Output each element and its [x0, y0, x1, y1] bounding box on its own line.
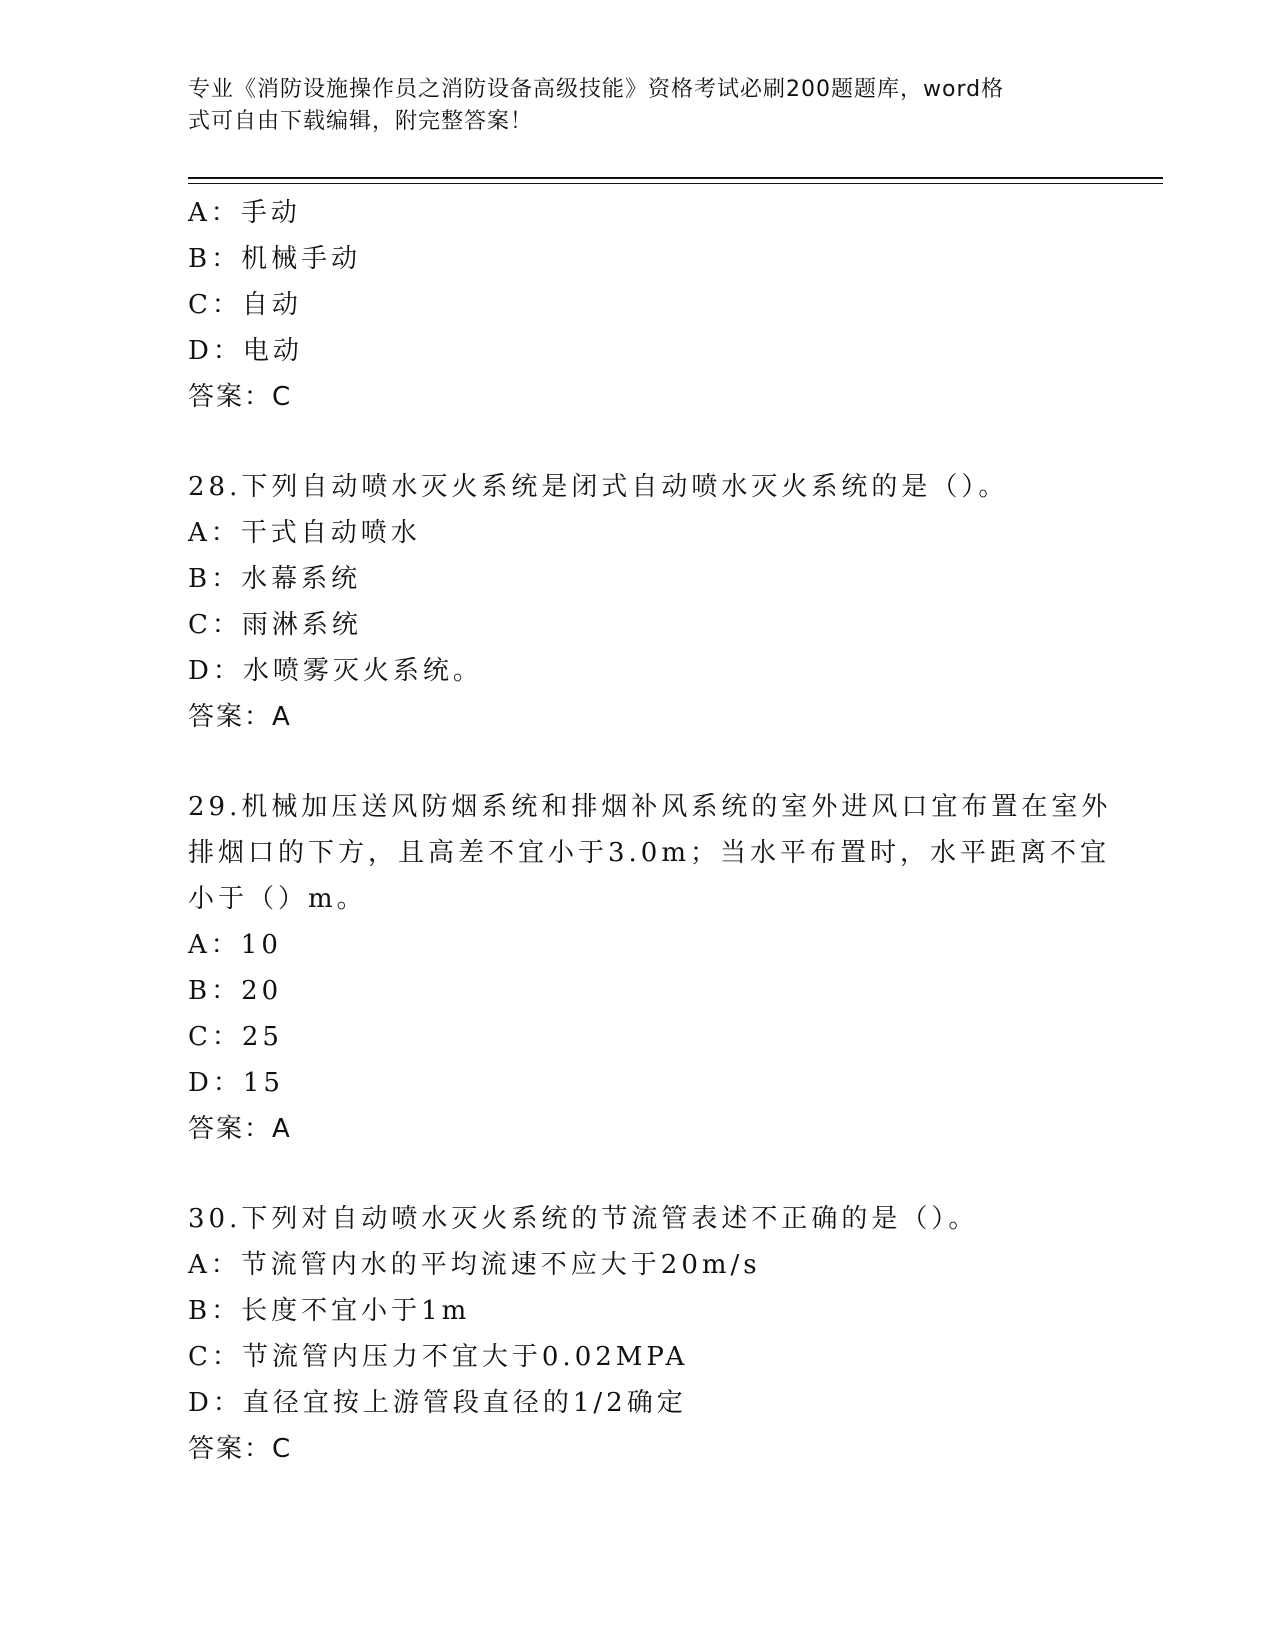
question-stem-line-3: 小于（）m。	[188, 884, 367, 914]
question-stem-line-2: 排烟口的下方，且高差不宜小于3.0m；当水平布置时，水平距离不宜	[188, 838, 1111, 868]
answer: 答案：C	[188, 1434, 293, 1464]
question-30	[188, 1196, 1088, 1472]
option-c: C：节流管内压力不宜大于0.02MPA	[188, 1342, 689, 1372]
option-a: A：手动	[188, 198, 301, 228]
header-line-2: 式可自由下载编辑，附完整答案！	[188, 109, 534, 134]
option-b: B：20	[188, 976, 283, 1006]
question-29	[188, 784, 1112, 1152]
header-divider-thick	[188, 177, 1163, 179]
option-d: D：电动	[188, 336, 303, 366]
option-d: D：15	[188, 1068, 284, 1098]
option-b: B：机械手动	[188, 244, 362, 274]
option-c: C：自动	[188, 290, 302, 320]
answer: 答案：A	[188, 702, 292, 732]
option-b: B：长度不宜小于1m	[188, 1296, 471, 1326]
question-list	[188, 190, 1112, 1472]
option-c: C：25	[188, 1022, 283, 1052]
question-stem: 30.下列对自动喷水灭火系统的节流管表述不正确的是（）。	[188, 1204, 979, 1234]
option-a: A：节流管内水的平均流速不应大于20m/s	[188, 1250, 761, 1280]
question-27	[188, 190, 1088, 420]
header-line-1: 专业《消防设施操作员之消防设备高级技能》资格考试必刷200题题库，word格	[188, 77, 1005, 102]
option-a: A：干式自动喷水	[188, 518, 421, 548]
option-a: A：10	[188, 930, 282, 960]
question-28	[188, 464, 1088, 740]
option-b: B：水幕系统	[188, 564, 362, 594]
option-d: D：水喷雾灭火系统。	[188, 656, 483, 686]
option-d: D：直径宜按上游管段直径的1/2确定	[188, 1388, 687, 1418]
answer: 答案：A	[188, 1114, 292, 1144]
question-stem-line-1: 29.机械加压送风防烟系统和排烟补风系统的室外进风口宜布置在室外	[188, 792, 1112, 822]
header-divider-thin	[188, 183, 1163, 184]
option-c: C：雨淋系统	[188, 610, 362, 640]
answer: 答案：C	[188, 382, 293, 412]
question-stem: 28.下列自动喷水灭火系统是闭式自动喷水灭火系统的是（）。	[188, 472, 1009, 502]
document-header	[188, 74, 1068, 138]
